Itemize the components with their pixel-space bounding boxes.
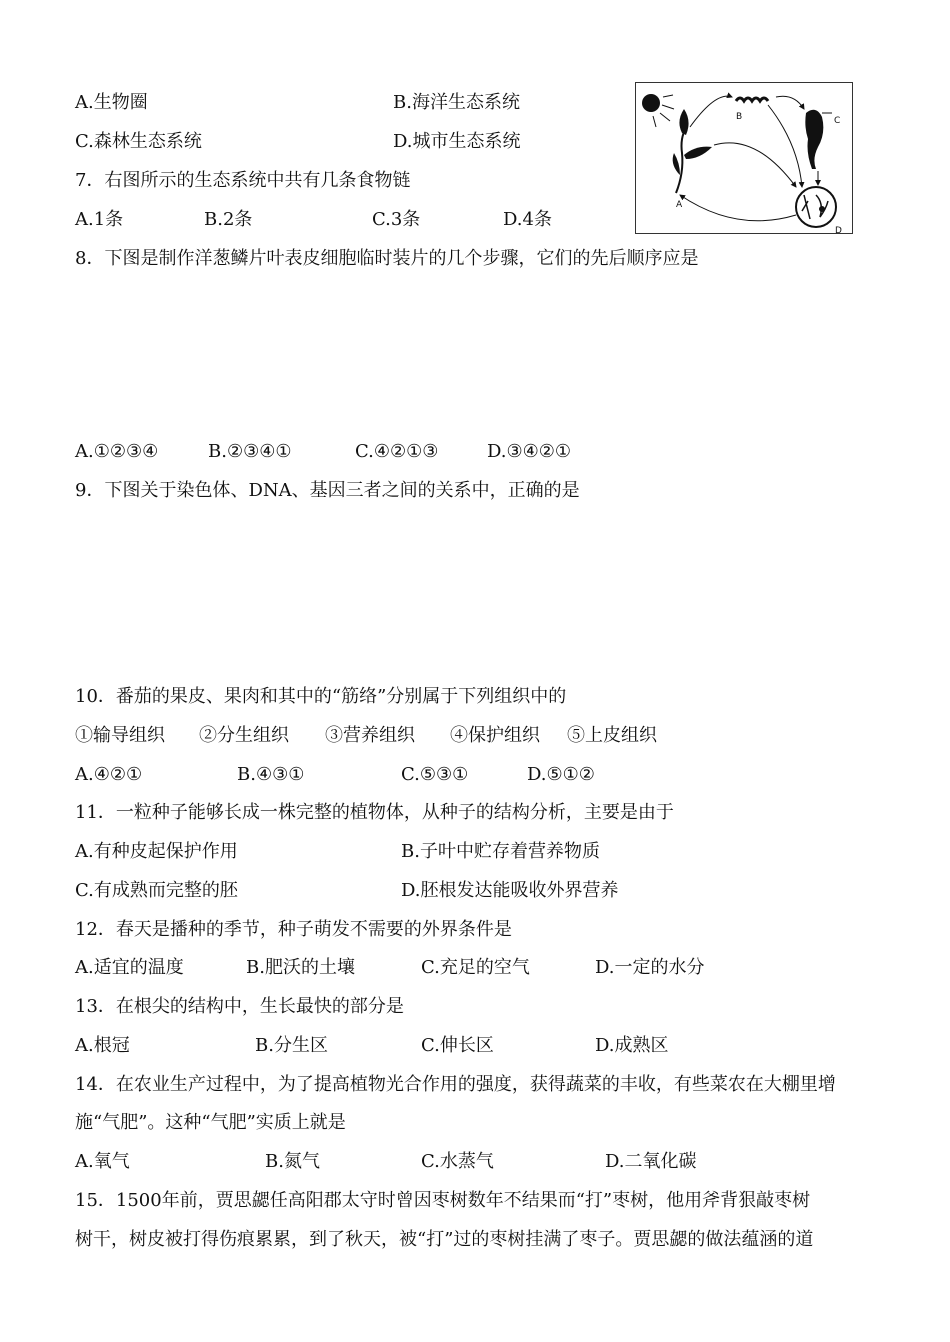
q7-stem: 7．右图所示的生态系统中共有几条食物链 — [75, 170, 411, 191]
q7-option-c: C.3条 — [372, 209, 421, 230]
q6-option-c: C.森林生态系统 — [75, 131, 202, 152]
q13-option-c: C.伸长区 — [421, 1035, 494, 1056]
q6-option-b: B.海洋生态系统 — [393, 92, 520, 113]
q12-option-a: A.适宜的温度 — [75, 957, 184, 978]
label-a: A — [676, 200, 683, 210]
q15-stem-line1: 15．1500年前，贾思勰任高阳郡太守时曾因枣树数年不结果而“打”枣树，他用斧背狠敲枣树 — [75, 1190, 811, 1211]
q10-item-2: ②分生组织 — [199, 725, 289, 746]
q12-option-c: C.充足的空气 — [421, 957, 530, 978]
q7-option-a: A.1条 — [75, 209, 124, 230]
q14-option-c: C.水蒸气 — [421, 1151, 494, 1172]
label-d: D — [835, 226, 842, 233]
q8-option-c: C.④②①③ — [355, 441, 439, 462]
q7-option-d: D.4条 — [503, 209, 552, 230]
caterpillar-icon — [736, 98, 768, 101]
q11-option-b: B.子叶中贮存着营养物质 — [401, 841, 600, 862]
decomposer-icon — [796, 187, 836, 227]
label-c: C — [834, 116, 841, 126]
q11-option-c: C.有成熟而完整的胚 — [75, 880, 238, 901]
q8-stem: 8．下图是制作洋葱鳞片叶表皮细胞临时装片的几个步骤，它们的先后顺序应是 — [75, 248, 699, 269]
q14-stem-line2: 施“气肥”。这种“气肥”实质上就是 — [75, 1112, 346, 1133]
food-web-figure — [635, 82, 853, 234]
q13-option-b: B.分生区 — [255, 1035, 328, 1056]
q13-stem: 13．在根尖的结构中，生长最快的部分是 — [75, 996, 404, 1017]
sun-icon — [642, 94, 660, 112]
label-b: B — [736, 112, 743, 122]
q12-option-b: B.肥沃的土壤 — [246, 957, 355, 978]
q6-option-d: D.城市生态系统 — [393, 131, 521, 152]
q10-item-1: ①输导组织 — [75, 725, 165, 746]
q7-option-b: B.2条 — [204, 209, 253, 230]
q9-stem: 9．下图关于染色体、DNA、基因三者之间的关系中，正确的是 — [75, 480, 580, 501]
bird-icon — [805, 110, 823, 169]
q11-option-d: D.胚根发达能吸收外界营养 — [401, 880, 619, 901]
q12-option-d: D.一定的水分 — [595, 957, 705, 978]
q13-option-d: D.成熟区 — [595, 1035, 669, 1056]
q10-option-c: C.⑤③① — [401, 764, 469, 785]
q14-option-b: B.氮气 — [265, 1151, 320, 1172]
q10-option-b: B.④③① — [237, 764, 305, 785]
q6-option-a: A.生物圈 — [75, 92, 148, 113]
q11-option-a: A.有种皮起保护作用 — [75, 841, 238, 862]
q10-item-3: ③营养组织 — [325, 725, 415, 746]
q10-item-5: ⑤上皮组织 — [567, 725, 657, 746]
q15-stem-line2: 树干，树皮被打得伤痕累累，到了秋天，被“打”过的枣树挂满了枣子。贾思勰的做法蕴涵的道 — [75, 1229, 814, 1250]
q10-option-a: A.④②① — [75, 764, 143, 785]
q8-option-b: B.②③④① — [208, 441, 292, 462]
q10-option-d: D.⑤①② — [527, 764, 595, 785]
q12-stem: 12．春天是播种的季节，种子萌发不需要的外界条件是 — [75, 919, 512, 940]
q10-item-4: ④保护组织 — [450, 725, 540, 746]
q14-stem-line1: 14．在农业生产过程中，为了提高植物光合作用的强度，获得蔬菜的丰收，有些菜农在大棚里增 — [75, 1074, 836, 1095]
q11-stem: 11．一粒种子能够长成一株完整的植物体，从种子的结构分析，主要是由于 — [75, 802, 674, 823]
q13-option-a: A.根冠 — [75, 1035, 130, 1056]
q10-stem: 10．番茄的果皮、果肉和其中的“筋络”分别属于下列组织中的 — [75, 686, 567, 707]
q8-option-a: A.①②③④ — [75, 441, 159, 462]
q14-option-d: D.二氧化碳 — [605, 1151, 697, 1172]
q14-option-a: A.氧气 — [75, 1151, 130, 1172]
q8-option-d: D.③④②① — [487, 441, 572, 462]
